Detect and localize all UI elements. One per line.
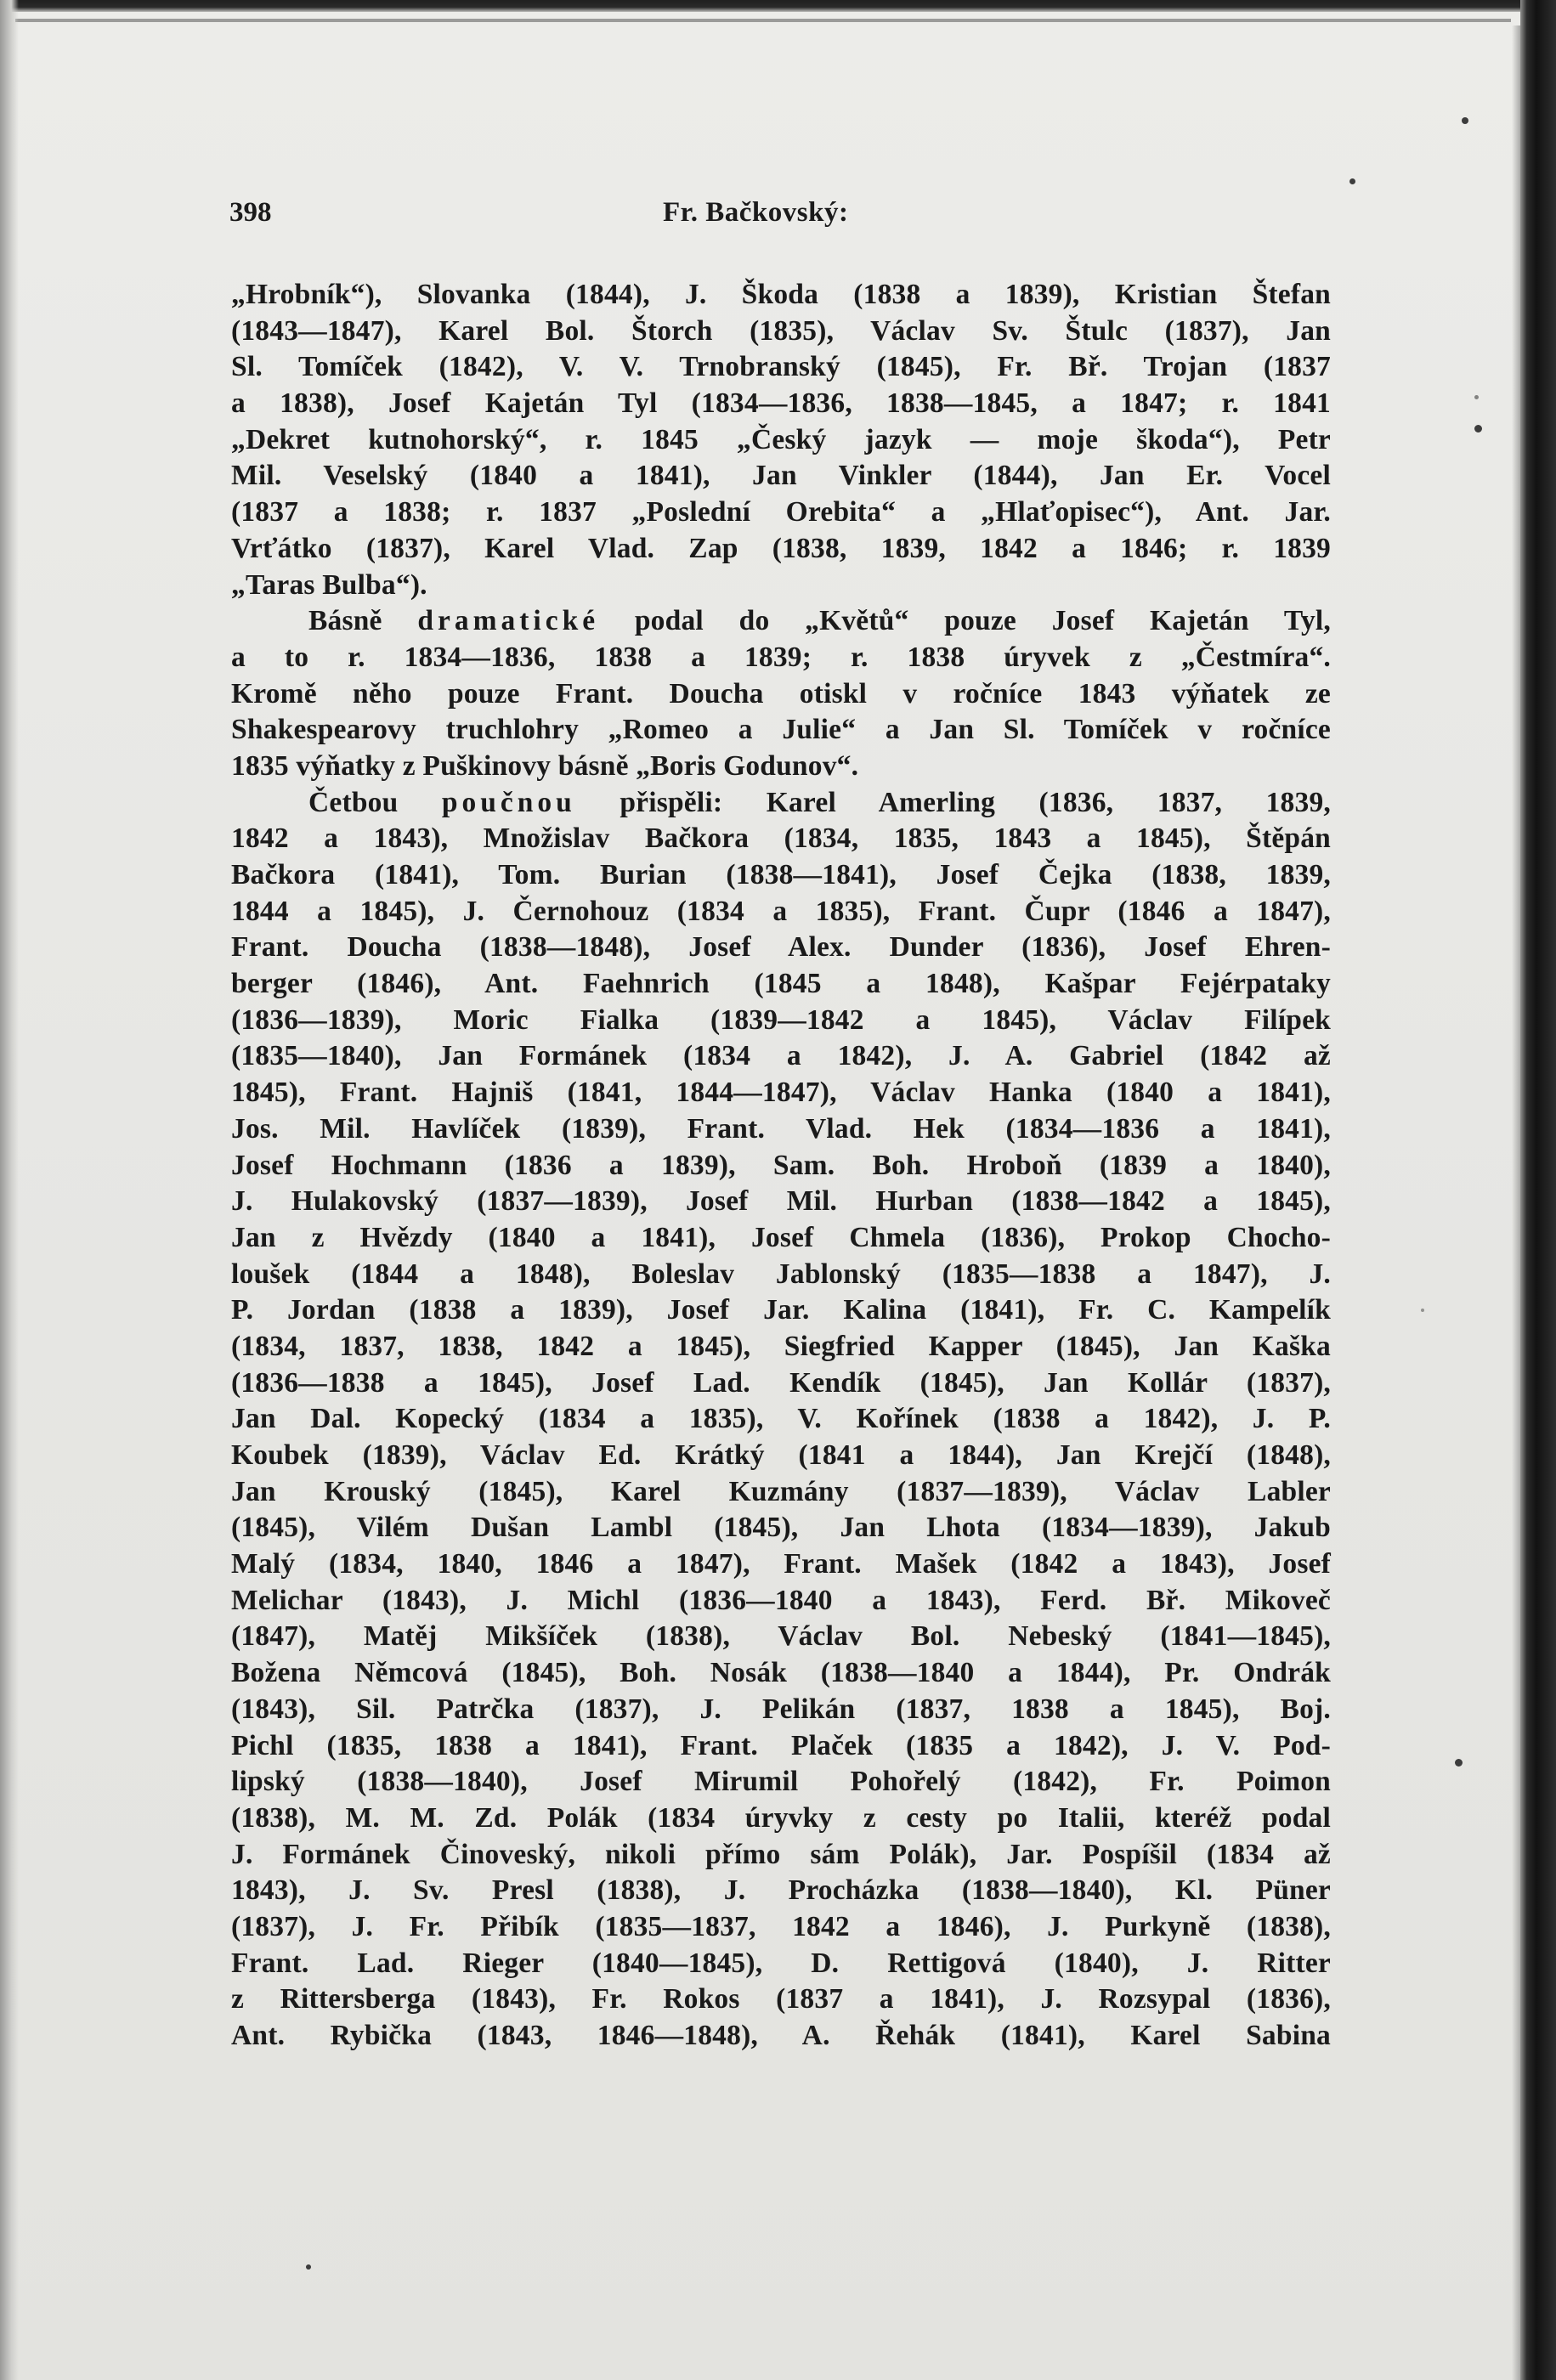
text-line: 1844 a 1845), J. Černohouz (1834 a 1835), Frant. Čupr (1846 a 1847), (231, 895, 1331, 927)
dust-speck (306, 2264, 311, 2270)
text-line: berger (1846), Ant. Faehnrich (1845 a 1848), Kašpar Fejérpataky (231, 968, 1331, 1000)
emphasized-word: dramatické (417, 605, 600, 637)
text-line: Frant. Lad. Rieger (1840—1845), D. Rettigová (1840), J. Ritter (231, 1947, 1331, 1979)
dust-speck (1474, 395, 1479, 399)
text-line: (1847), Matěj Mikšíček (1838), Václav Bol. Nebeský (1841—1845), (231, 1620, 1331, 1653)
text-line: 1842 a 1843), Množislav Bačkora (1834, 1835, 1843 a 1845), Štěpán (231, 823, 1331, 855)
text-line: (1835—1840), Jan Formánek (1834 a 1842), J. A. Gabriel (1842 až (231, 1040, 1331, 1072)
text-line (231, 603, 1331, 640)
scan-top-edge (0, 0, 1530, 12)
text-segment: přispěli: Karel Amerling (1836, 1837, 1839, (575, 786, 1331, 818)
text-line: a 1838), Josef Kajetán Tyl (1834—1836, 1838—1845, a 1847; r. 1841 (231, 387, 1331, 420)
scan-top-rule (15, 19, 1511, 22)
dust-speck (1349, 178, 1355, 184)
text-line: lipský (1838—1840), Josef Mirumil Pohořelý (1842), Fr. Poimon (231, 1766, 1331, 1798)
text-line: (1836—1839), Moric Fialka (1839—1842 a 1845), Václav Filípek (231, 1003, 1331, 1036)
text-line: Shakespearovy truchlohry „Romeo a Julie“ a Jan Sl. Tomíček v ročníce (231, 714, 1331, 746)
text-line: (1843), Sil. Patrčka (1837), J. Pelikán (1837, 1838 a 1845), Boj. (231, 1693, 1331, 1725)
dust-speck (1474, 425, 1482, 432)
text-line: 1843), J. Sv. Presl (1838), J. Procházka (1838—1840), Kl. Püner (231, 1874, 1331, 1907)
text-line: J. Hulakovský (1837—1839), Josef Mil. Hurban (1838—1842 a 1845), (231, 1185, 1331, 1218)
text-line: Josef Hochmann (1836 a 1839), Sam. Boh. Hroboň (1839 a 1840), (231, 1149, 1331, 1181)
dust-speck (1462, 117, 1468, 124)
page-number: 398 (229, 197, 272, 228)
text-segment: podal do „Květů“ pouze Josef Kajetán Tyl, (599, 605, 1331, 637)
text-line: 1845), Frant. Hajniš (1841, 1844—1847), Václav Hanka (1840 a 1841), (231, 1077, 1331, 1109)
running-title: Fr. Bačkovský: (663, 197, 849, 228)
text-line: Pichl (1835, 1838 a 1841), Frant. Plaček (1835 a 1842), J. V. Pod- (231, 1729, 1331, 1761)
text-line: a to r. 1834—1836, 1838 a 1839; r. 1838 úryvek z „Čestmíra“. (231, 641, 1331, 673)
text-line: Frant. Doucha (1838—1848), Josef Alex. Dunder (1836), Josef Ehren- (231, 931, 1331, 964)
text-line: Melichar (1843), J. Michl (1836—1840 a 1843), Ferd. Bř. Mikoveč (231, 1584, 1331, 1616)
text-line: J. Formánek Činoveský, nikoli přímo sám Polák), Jar. Pospíšil (1834 až (231, 1838, 1331, 1870)
text-line: (1834, 1837, 1838, 1842 a 1845), Siegfried Kapper (1845), Jan Kaška (231, 1330, 1331, 1362)
text-line: (1836—1838 a 1845), Josef Lad. Kendík (1845), Jan Kollár (1837), (231, 1366, 1331, 1399)
body-text (231, 277, 1331, 2055)
text-line: Malý (1834, 1840, 1846 a 1847), Frant. Mašek (1842 a 1843), Josef (231, 1548, 1331, 1580)
text-line: Vrťátko (1837), Karel Vlad. Zap (1838, 1839, 1842 a 1846; r. 1839 (231, 532, 1331, 564)
text-line: (1845), Vilém Dušan Lambl (1845), Jan Lhota (1834—1839), Jakub (231, 1512, 1331, 1544)
text-line: „Taras Bulba“). (231, 568, 427, 601)
text-line: Bačkora (1841), Tom. Burian (1838—1841), Josef Čejka (1838, 1839, (231, 859, 1331, 890)
scan-right-edge (1520, 0, 1556, 2380)
text-line: Mil. Veselský (1840 a 1841), Jan Vinkler (1844), Jan Er. Vocel (231, 460, 1331, 492)
text-line: Jan Krouský (1845), Karel Kuzmány (1837—1839), Václav Labler (231, 1475, 1331, 1507)
page-header (229, 197, 1330, 235)
text-segment: Četbou (308, 786, 442, 818)
text-line (231, 785, 1331, 822)
text-line: (1837), J. Fr. Přibík (1835—1837, 1842 a 1846), J. Purkyně (1838), (231, 1910, 1331, 1942)
text-line: P. Jordan (1838 a 1839), Josef Jar. Kalina (1841), Fr. C. Kampelík (231, 1294, 1331, 1326)
text-line: 1835 výňatky z Puškinovy básně „Boris Godunov“. (231, 749, 859, 782)
text-line: z Rittersberga (1843), Fr. Rokos (1837 a 1841), J. Rozsypal (1836), (231, 1983, 1331, 2015)
dust-speck (1421, 1309, 1424, 1312)
text-line: Sl. Tomíček (1842), V. V. Trnobranský (1845), Fr. Bř. Trojan (1837 (231, 351, 1331, 383)
emphasized-word: poučnou (441, 786, 576, 818)
text-line: Ant. Rybička (1843, 1846—1848), A. Řehák (1841), Karel Sabina (231, 2020, 1331, 2051)
scan-left-edge (0, 0, 19, 2380)
text-line: Jan z Hvězdy (1840 a 1841), Josef Chmela (1836), Prokop Chocho- (231, 1221, 1331, 1253)
text-line: „Hrobník“), Slovanka (1844), J. Škoda (1838 a 1839), Kristian Štefan (231, 279, 1331, 310)
text-line: (1837 a 1838; r. 1837 „Poslední Orebita“ a „Hlaťopisec“), Ant. Jar. (231, 496, 1331, 529)
text-line: Koubek (1839), Václav Ed. Krátký (1841 a 1844), Jan Krejčí (1848), (231, 1439, 1331, 1471)
text-line: (1843—1847), Karel Bol. Štorch (1835), Václav Sv. Štulc (1837), Jan (231, 314, 1331, 347)
scan-right-bevel (1512, 25, 1520, 2380)
text-line: Božena Němcová (1845), Boh. Nosák (1838—1840 a 1844), Pr. Ondrák (231, 1657, 1331, 1689)
dust-speck (1455, 1759, 1463, 1767)
text-line: (1838), M. M. Zd. Polák (1834 úryvky z cesty po Italii, kteréž podal (231, 1801, 1331, 1834)
text-line: loušek (1844 a 1848), Boleslav Jablonský (1835—1838 a 1847), J. (231, 1258, 1331, 1290)
text-line: Kromě něho pouze Frant. Doucha otiskl v ročníce 1843 výňatek ze (231, 677, 1331, 709)
text-line: Jan Dal. Kopecký (1834 a 1835), V. Kořínek (1838 a 1842), J. P. (231, 1403, 1331, 1435)
text-line: „Dekret kutnohorský“, r. 1845 „Český jazyk — moje škoda“), Petr (231, 423, 1331, 455)
text-segment: Básně (308, 605, 418, 637)
text-line: Jos. Mil. Havlíček (1839), Frant. Vlad. Hek (1834—1836 a 1841), (231, 1112, 1331, 1145)
